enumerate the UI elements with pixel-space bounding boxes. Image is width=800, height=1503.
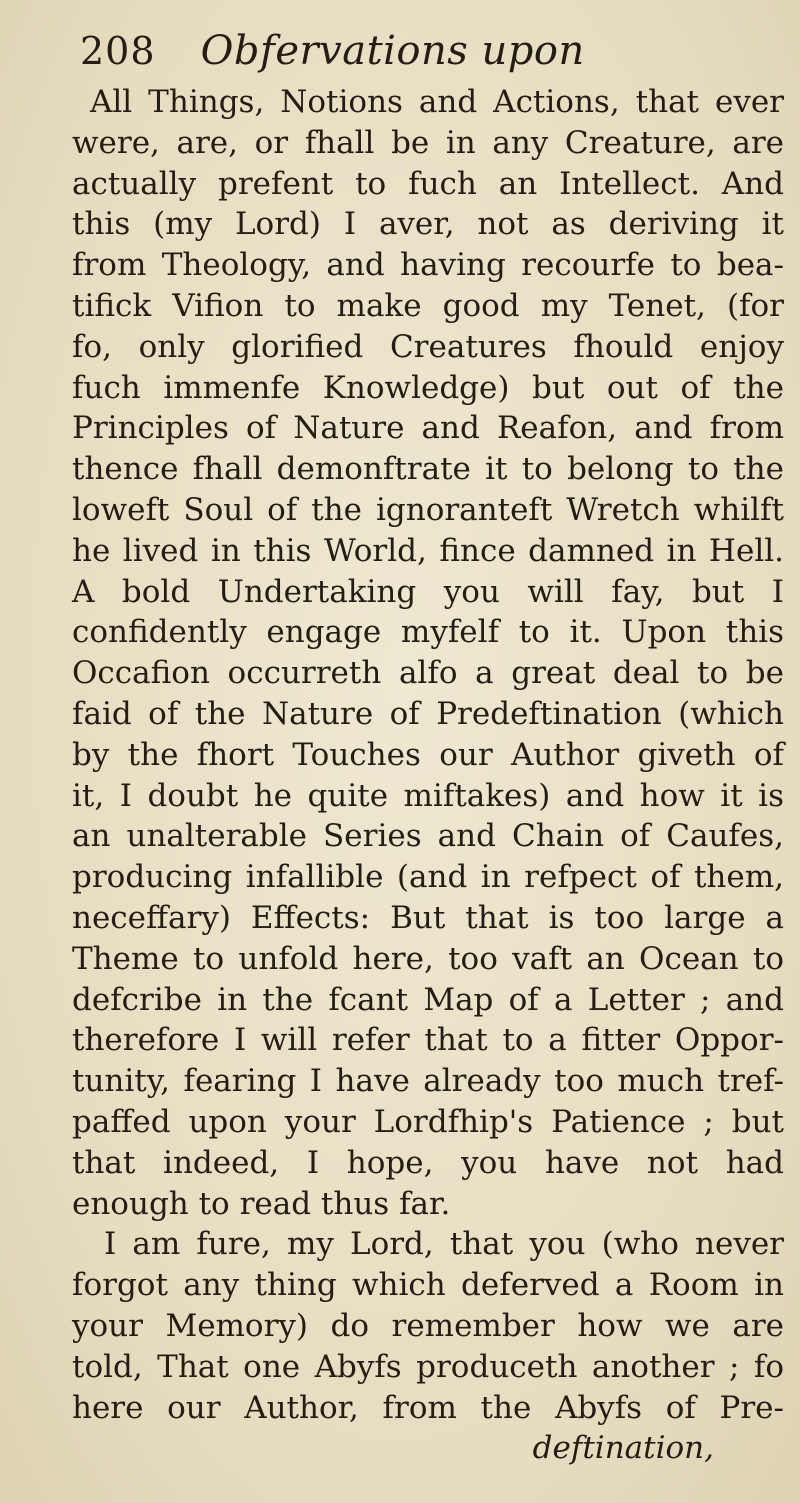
text-line: Theme to unfold here, too vaft an Ocean to	[72, 940, 784, 977]
text-line: actually prefent to fuch an Intellect. And	[72, 165, 784, 202]
text-line: neceffary) Effects: But that is too large a	[72, 899, 784, 936]
text-line: he lived in this World, fince damned in Hell.	[72, 532, 784, 569]
text-line: loweft Soul of the ignoranteft Wretch whilft	[72, 491, 784, 528]
text-line: All Things, Notions and Actions, that ever	[90, 84, 784, 120]
catchword-line: deftination,	[532, 1430, 714, 1467]
text-line: told, That one Abyfs produceth another ; fo	[72, 1348, 784, 1385]
text-line: producing infallible (and in refpect of them,	[72, 859, 784, 896]
running-title: Obfervations upon	[200, 28, 585, 74]
text-line: that indeed, I hope, you have not had	[72, 1144, 784, 1181]
text-line: here our Author, from the Abyfs of Pre-	[72, 1389, 784, 1426]
text-line: fuch immenfe Knowledge) but out of the	[72, 369, 784, 406]
text-line: by the fhort Touches our Author giveth of	[72, 736, 784, 773]
text-line: therefore I will refer that to a fitter Oppor-	[72, 1022, 784, 1059]
text-line: an unalterable Series and Chain of Caufes,	[72, 818, 784, 855]
text-line: tunity, fearing I have already too much tref-	[72, 1063, 784, 1100]
text-line: defcribe in the fcant Map of a Letter ; and	[72, 981, 784, 1018]
text-line: from Theology, and having recourfe to bea-	[72, 247, 784, 284]
text-line: A bold Undertaking you will fay, but I	[72, 573, 784, 610]
text-line: this (my Lord) I aver, not as deriving it	[72, 206, 784, 243]
text-line: fo, only glorified Creatures fhould enjoy	[72, 328, 784, 365]
text-line: were, are, or fhall be in any Creature, are	[72, 124, 784, 161]
text-line: forgot any thing which deferved a Room in	[72, 1267, 784, 1304]
text-line: Principles of Nature and Reafon, and from	[72, 410, 784, 447]
text-line: tifick Vifion to make good my Tenet, (for	[72, 287, 784, 324]
text-line: I am fure, my Lord, that you (who never	[104, 1226, 784, 1263]
text-line: paffed upon your Lordfhip's Patience ; but	[72, 1103, 784, 1140]
text-line: it, I doubt he quite miftakes) and how it is	[72, 777, 784, 814]
text-line: enough to read thus far.	[72, 1185, 451, 1222]
text-line: confidently engage myfelf to it. Upon this	[72, 614, 784, 651]
text-line: faid of the Nature of Predeftination (which	[72, 695, 784, 732]
text-line: thence fhall demonftrate it to belong to the	[72, 451, 784, 488]
text-line: your Memory) do remember how we are	[72, 1307, 784, 1344]
page-number: 208	[80, 29, 156, 73]
text-line: Occafion occurreth alfo a great deal to be	[72, 655, 784, 692]
body-text	[72, 82, 784, 1469]
